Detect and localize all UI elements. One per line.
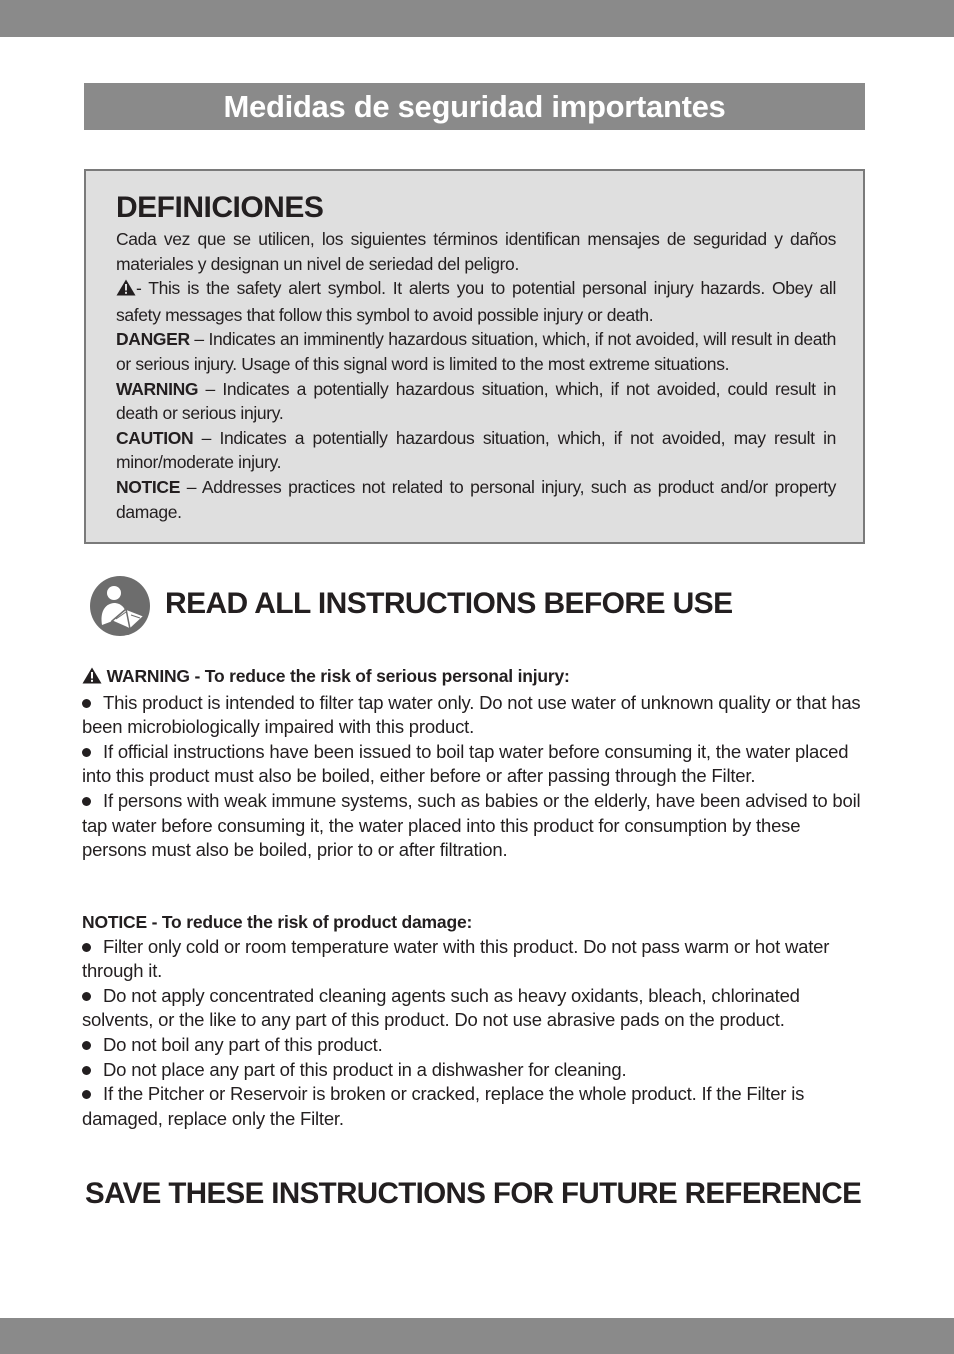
bullet-icon <box>82 992 91 1001</box>
read-manual-icon <box>88 575 152 637</box>
read-instructions-row <box>88 575 868 637</box>
term-notice <box>116 475 836 524</box>
warning-section <box>82 664 866 863</box>
list-item-text: This product is intended to filter tap water only. Do not use water of unknown quality or that has been microbiologically impaired with this product. <box>82 691 861 738</box>
definitions-box <box>84 169 865 544</box>
notice-heading: NOTICE - To reduce the risk of product damage: <box>82 912 473 932</box>
list-item-text: Do not apply concentrated cleaning agents such as heavy oxidants, bleach, chlorinated solvents, or the like to any part of this product. Do not use abrasive pads on the product. <box>82 984 800 1031</box>
term-text: – Indicates a potentially hazardous situation, which, if not avoided, could result in death or serious injury. <box>116 378 836 424</box>
read-instructions-title: READ ALL INSTRUCTIONS BEFORE USE <box>165 587 733 620</box>
term-label: NOTICE <box>116 476 181 497</box>
page-title: Medidas de seguridad importantes <box>84 83 865 130</box>
bullet-icon <box>82 797 91 806</box>
bullet-icon <box>82 1090 91 1099</box>
warning-heading <box>82 664 866 691</box>
definitions-intro: Cada vez que se utilicen, los siguientes términos identifican mensajes de seguridad y daños materiales y designan un nivel de seriedad del peligro. <box>116 229 836 274</box>
list-item <box>82 984 866 1033</box>
list-item-text: If persons with weak immune systems, such as babies or the elderly, have been advised to boil tap water before consuming it, the water placed into this product for consumption by these persons must also be boiled, prior to or after filtration. <box>82 789 861 861</box>
list-item <box>82 740 866 789</box>
list-item <box>82 1033 866 1058</box>
list-item-text: Do not boil any part of this product. <box>103 1033 383 1055</box>
term-danger <box>116 327 836 376</box>
list-item <box>82 789 866 863</box>
term-text: – Indicates an imminently hazardous situation, which, if not avoided, will result in death or serious injury. Usage of this signal word is limited to the most extreme situations. <box>116 329 836 374</box>
safety-alert-definition <box>116 276 836 327</box>
list-item <box>82 691 866 740</box>
term-label: DANGER <box>116 329 190 350</box>
list-item-text: If the Pitcher or Reservoir is broken or cracked, replace the whole product. If the Filter is damaged, replace only the Filter. <box>82 1083 805 1129</box>
list-item <box>82 935 866 984</box>
bullet-icon <box>82 943 91 952</box>
list-item <box>82 1058 866 1083</box>
notice-section <box>82 910 866 1131</box>
list-item-text: If official instructions have been issued to boil tap water before consuming it, the water placed into this product must also be boiled, either before or after passing through the Filter. <box>82 740 849 787</box>
bullet-icon <box>82 1041 91 1050</box>
term-warning <box>116 377 836 426</box>
bullet-icon <box>82 699 91 708</box>
bottom-band <box>0 1318 954 1354</box>
term-text: – Indicates a potentially hazardous situation, which, if not avoided, may result in minor/moderate injury. <box>116 427 836 473</box>
safety-alert-icon <box>116 278 136 303</box>
bullet-icon <box>82 1066 91 1075</box>
warning-heading-text: WARNING - To reduce the risk of serious personal injury: <box>106 666 570 686</box>
list-item-text: Filter only cold or room temperature water with this product. Do not pass warm or hot water through it. <box>82 935 830 982</box>
safety-alert-text: - This is the safety alert symbol. It alerts you to potential personal injury hazards. Obey all safety messages that follow this symbol to avoid possible injury or death. <box>116 278 836 325</box>
list-item <box>82 1082 866 1131</box>
list-item-text: Do not place any part of this product in a dishwasher for cleaning. <box>103 1058 627 1080</box>
term-label: WARNING <box>116 378 199 399</box>
definitions-content <box>116 189 836 524</box>
term-text: – Addresses practices not related to personal injury, such as product and/or property damage. <box>116 476 836 522</box>
definitions-heading: DEFINICIONES <box>116 191 324 224</box>
term-label: CAUTION <box>116 427 194 448</box>
term-caution <box>116 426 836 475</box>
warning-alert-icon <box>82 666 102 691</box>
top-band <box>0 0 954 37</box>
save-instructions-title: SAVE THESE INSTRUCTIONS FOR FUTURE REFERENCE <box>85 1177 862 1210</box>
bullet-icon <box>82 748 91 757</box>
